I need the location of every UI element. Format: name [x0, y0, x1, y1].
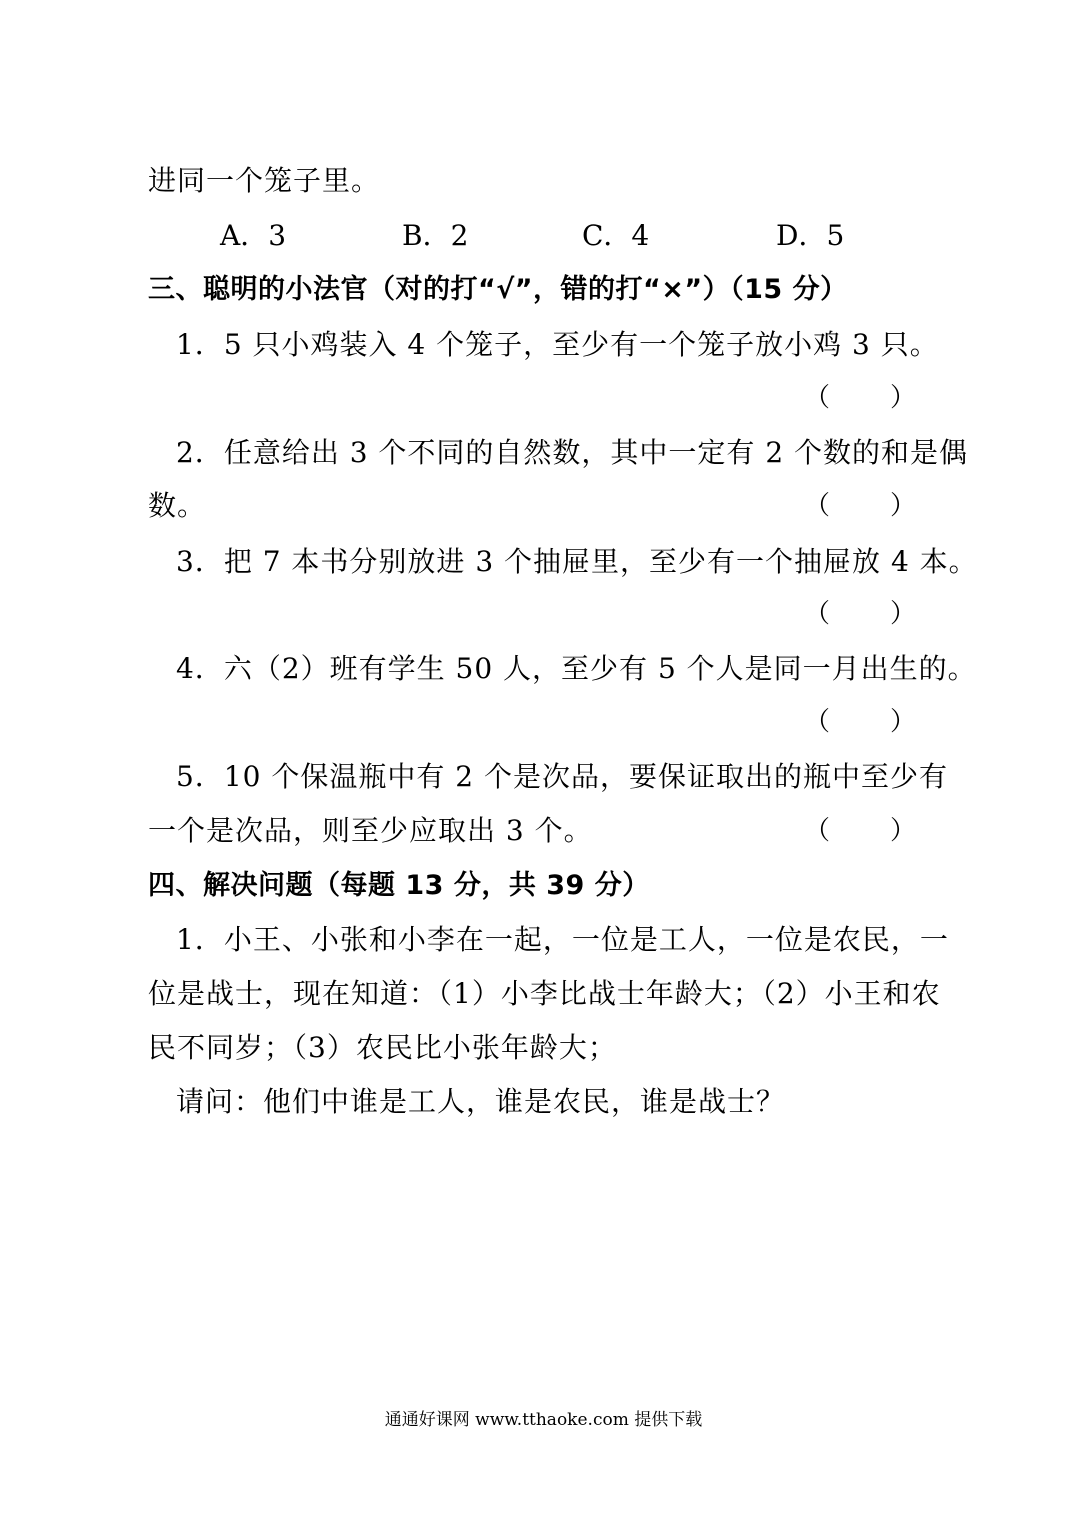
section3-q2-line1: 2．任意给出 3 个不同的自然数，其中一定有 2 个数的和是偶 — [176, 436, 969, 469]
section3-q2-line2: 数。 — [148, 489, 207, 522]
option-a: A．3 — [220, 219, 287, 252]
option-b: B．2 — [402, 219, 469, 252]
section3-q1: 1．5 只小鸡装入 4 个笼子，至少有一个笼子放小鸡 3 只。 — [176, 328, 939, 361]
section3-title: 三、聪明的小法官（对的打“√”，错的打“×”）（15 分） — [148, 274, 848, 305]
continuation-line: 进同一个笼子里。 — [148, 164, 381, 197]
section3-q5-line1: 5．10 个保温瓶中有 2 个是次品，要保证取出的瓶中至少有 — [176, 760, 948, 793]
footer-watermark: 通通好课网 www.tthaoke.com 提供下载 — [384, 1410, 703, 1430]
option-c: C．4 — [582, 219, 650, 252]
section3-q3: 3．把 7 本书分别放进 3 个抽屉里，至少有一个抽屉放 4 本。 — [176, 545, 978, 578]
section4-title: 四、解决问题（每题 13 分，共 39 分） — [148, 870, 650, 901]
section4-q1-line1: 1．小王、小张和小李在一起，一位是工人，一位是农民，一 — [176, 923, 949, 956]
section4-q1-line4: 请问：他们中谁是工人，谁是农民，谁是战士？ — [176, 1085, 786, 1118]
section3-q4: 4．六（2）班有学生 50 人，至少有 5 个人是同一月出生的。 — [176, 652, 977, 685]
section4-q1-line2: 位是战士，现在知道：（1）小李比战士年龄大；（2）小王和农 — [148, 977, 941, 1010]
option-d: D．5 — [776, 219, 845, 252]
section3-q5-line2: 一个是次品，则至少应取出 3 个。 — [148, 814, 593, 847]
section4-q1-line3: 民不同岁；（3）农民比小张年龄大； — [148, 1031, 617, 1064]
